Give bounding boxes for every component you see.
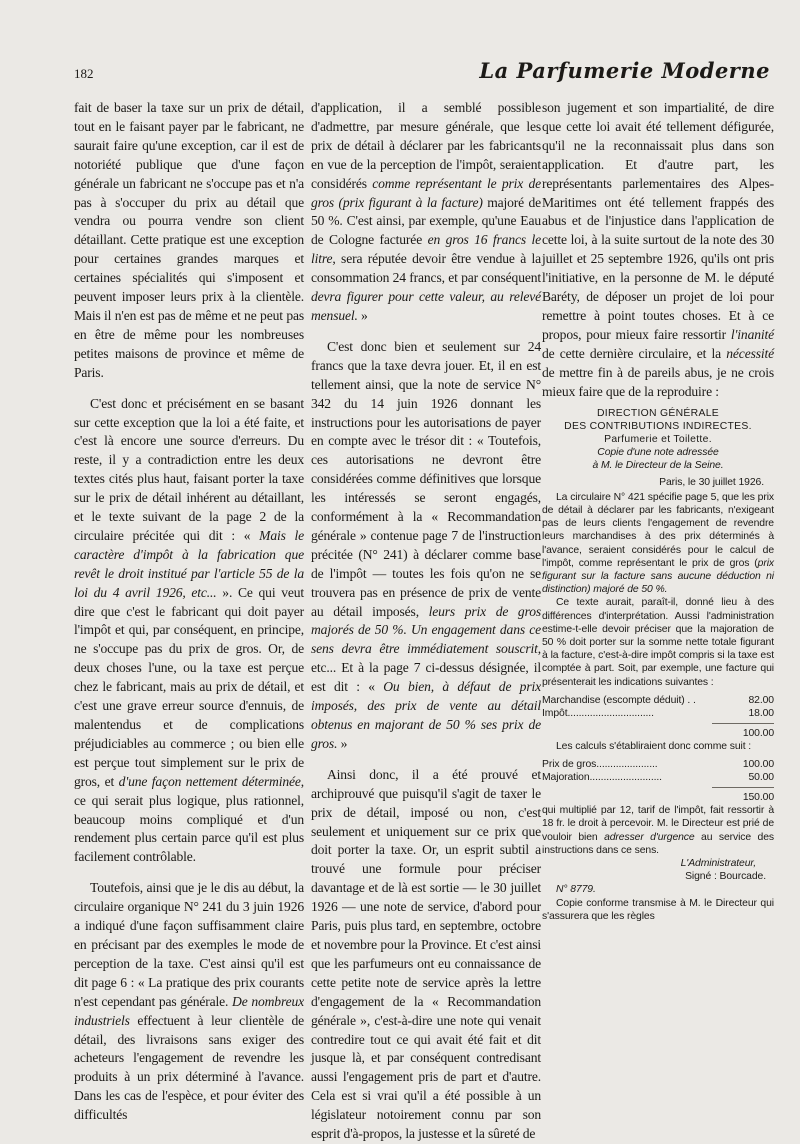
invoice-row: Impôt............................... 18.00 [542, 707, 774, 719]
memo-copy-note: Copie d'une note adressée [597, 447, 719, 459]
memo-signature-title: L'Administrateur, [680, 858, 756, 869]
memo-date: Paris, le 30 juillet 1926. [659, 476, 764, 488]
text-column-1 [74, 99, 304, 1125]
memo-department: DES CONTRIBUTIONS INDIRECTES. [564, 420, 752, 432]
paragraph: C'est donc bien et seulement sur 24 francs que la taxe devra jouer. Et, il en est tellement ainsi, que la note de service N° 342 du 14 juin 1926 donnant les instructions pour les autorisations de payer en compte avec le trésor dit : « Toutefois, ces autorisations ne devront être considérées comme définitives que lorsque les intéressés se seront engagés, conformément à la « Recommandation générale » contenue page 7 de l'instruction précitée (N° 241) à déclarer comme base de l'impôt — toutes les fois qu'on ne se trouvera pas en présence de prix de vente au détail imposés, leurs prix de gros majorés de 50 %. Un engagement dans ce sens devra être immédiatement souscrit, etc... Et à la page 7 ci-dessus désignée, il est dit : « Ou bien, à défaut de prix imposés, des prix de vente au détail obtenus en majorant de 50 % ses prix de gros. » [311, 338, 541, 751]
memo-paragraph: qui multiplié par 12, tarif de l'impôt, fait ressortir à 18 fr. le droit à percevoir. M. le Directeur est prié de vouloir bien adresser d'urgence au service des instructions dans ce sens. [542, 805, 774, 856]
invoice-table [542, 694, 774, 741]
journal-title: La Parfumerie Moderne [479, 58, 770, 83]
memo-paragraph: Les calculs s'établiraient donc comme suit : [556, 741, 752, 753]
memo-signature: Signé : Bourcade. [685, 871, 766, 883]
paragraph: Ainsi donc, il a été prouvé et archiprouvé que puisqu'il s'agit de taxer le prix de détail, imposé ou non, c'est seulement et uniquement sur ce prix que doit porter la taxe. Or, un esprit subtil a trouvé une formule pour préciser davantage et de là est sortie — le 30 juillet 1926 — une note de service, d'abord pour Paris, puis plus tard, en septembre, octobre et novembre pour la Province. Et c'est ainsi que les parfumeurs ont eu connaissance de cette petite note de service après la lettre d'engagement de la « Recommandation générale », c'est-à-dire une note qui venait contredire tout ce qui avait été fait et dit jusque là, et par conséquent contredisant aussi l'engagement pris de part et d'autre. Cela est si vrai qu'il a été possible à un législateur notoirement connu par son esprit d'à-propos, la justesse et la sûreté de [311, 766, 541, 1142]
calculation-table [542, 758, 774, 805]
quoted-memo [542, 407, 774, 924]
memo-reference: N° 8779. [556, 884, 596, 896]
paragraph: fait de baser la taxe sur un prix de détail, tout en le faisant payer par le fabricant, ne saurait faire qu'une exception, car il est de notoriété publique que d'une façon générale un fabricant ne s'occupe pas et n'a pas à s'occuper du prix au détail que vendra ou pourra vendre son client détaillant. Cette pratique est une exception pour certaines grandes marques et certaines spécialités qui s'imposent et peuvent imposer leurs prix à la clientèle. Mais il n'en est pas de même et ne peut pas en être de même pour les nombreuses petites maisons de province et même de Paris. [74, 100, 304, 380]
paragraph: C'est donc et précisément en se basant sur cette exception que la loi a été faite, et c'est là encore une source d'erreurs. Du reste, il y a contradiction entre les deux textes cités plus haut, faisant porter la taxe sur le prix de détail inhérent au détaillant, et le texte suivant de la page 2 de la circulaire précitée qui dit : « Mais le caractère d'impôt à la fabrication que revêt le droit institué par l'article 55 de la loi du 4 avril 1926, etc... ». Ce qui veut dire que c'est le fabricant qui doit payer l'impôt et qui, par conséquent, en principe, ne s'occupe pas du prix de gros. Or, de deux choses l'une, ou la taxe est perçue chez le fabricant, mais au prix de détail, et c'est une grave erreur source d'ennuis, de malentendus et de complications préjudiciables au commerce ; ou bien elle est perçue tout simplement sur le prix de gros, et d'une façon nettement déterminée, ce qui serait plus logique, plus rationnel, beaucoup moins compliqué et d'un rendement plus certain parce qu'il est plus facilement contrôlable. [74, 395, 305, 865]
memo-paragraph: La circulaire N° 421 spécifie page 5, que les prix de détail à déclarer par les fabricants, n'exigeant pas de leurs clients l'engagement de revendre leurs marchandises à des prix déterminés à l'avance, seraient considérés pour le calcul de l'impôt, comme représentant le prix de gros (prix figurant sur la facture sans aucune déduction ni distinction) majoré de 50 %. [542, 491, 774, 596]
text-column-2 [311, 99, 541, 1144]
memo-subdepartment: Parfumerie et Toilette. [604, 433, 712, 445]
page-number: 182 [74, 66, 94, 81]
memo-copy-note: à M. le Directeur de la Seine. [592, 460, 724, 472]
paragraph: son jugement et son impartialité, de dire que cette loi avait été tellement défigurée, qu'il ne la reconnaissait plus dans son application. Et d'autre part, les représentants parlementaires des Alpes-Maritimes ont été tellement frappés des abus et de l'injustice dans l'application de cette loi, à la suite surtout de la note des 30 juillet et 25 septembre 1926, qu'ils ont pris l'initiative, en la personne de M. le député Baréty, de déposer un projet de loi pour remettre à point toutes choses. Et à ce propos, pour mieux faire ressortir l'inanité de cette dernière circulaire, et la nécessité de mettre fin à de pareils abus, je ne crois mieux faire que de la reproduire : [542, 100, 774, 399]
paragraph: Toutefois, ainsi que je le dis au début, la circulaire organique N° 241 du 3 juin 1926 a indiqué d'une façon suffisamment claire en précisant par des exemples le mode de perception de la taxe. C'est ainsi qu'il est dit page 6 : « La pratique des prix courants n'est cependant pas générale. De nombreux industriels effectuent à leur clientèle de détail, des livraisons sans exiger des acheteurs l'engagement de revendre les produits à un prix déterminé à l'avance. Dans les cas de l'espèce, et pour éviter des difficultés [74, 880, 304, 1123]
text-column-3 [542, 99, 774, 923]
invoice-row: Marchandise (escompte déduit) . . 82.00 [542, 694, 774, 706]
sum-rule [712, 787, 774, 788]
calculation-total: 150.00 [742, 791, 774, 803]
paragraph: d'application, il a semblé possible d'admettre, par mesure générale, que les prix de détail à déclarer par les fabricants en vue de la perception de l'impôt, seraient considérés comme représentant le prix de gros (prix figurant à la facture) majoré de 50 %. C'est ainsi, par exemple, qu'une Eau de Cologne facturée en gros 16 francs le litre, sera réputée devoir être vendue à la consommation 24 francs, et par conséquent devra figurer pour cette valeur, au relevé mensuel. » [311, 100, 542, 323]
calculation-row: Prix de gros...................... 100.00 [542, 758, 774, 770]
memo-department: DIRECTION GÉNÉRALE [596, 407, 720, 419]
invoice-total: 100.00 [742, 728, 774, 740]
sum-rule [712, 723, 774, 724]
memo-paragraph: Ce texte aurait, paraît-il, donné lieu à des différences d'interprétation. Aussi l'administration estime-t-elle devoir préciser que la majoration de 50 % doit porter sur la somme nette totale figurant à la facture, c'est-à-dire impôt compris si la taxe est comptée à part. Soit, par exemple, une facture qui présenterait les indications suivantes : [542, 597, 774, 688]
calculation-row: Majoration.......................... 50.00 [542, 771, 774, 783]
memo-paragraph: Copie conforme transmise à M. le Directeur qui s'assurera que les règles [542, 897, 774, 922]
